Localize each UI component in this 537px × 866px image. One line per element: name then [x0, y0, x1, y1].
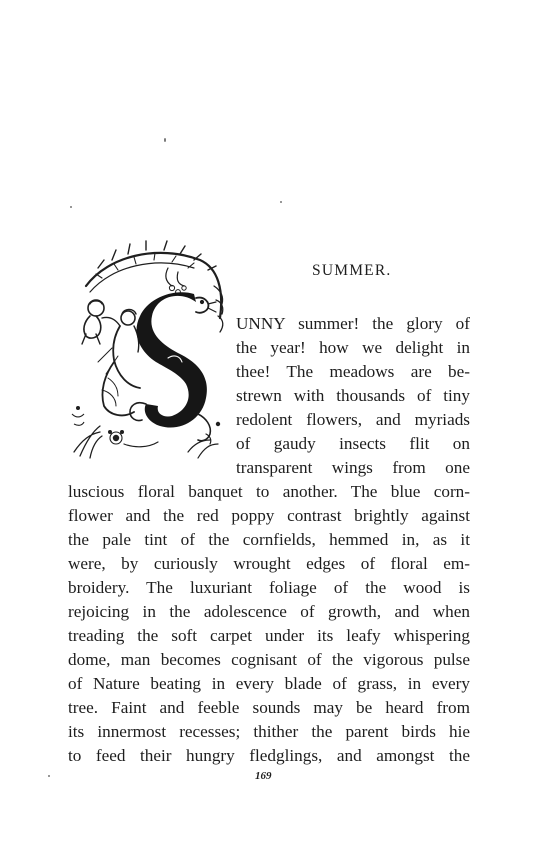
scan-speck — [280, 201, 282, 203]
scan-speck — [164, 138, 166, 142]
text-line: the pale tint of the cornfields, hemmed in, as it — [68, 530, 470, 549]
text-line: tree. Faint and feeble sounds may be heard from — [68, 698, 470, 717]
scan-speck — [70, 206, 72, 208]
text-line: luscious floral banquet to another. The blue corn- — [68, 482, 470, 501]
text-line: of Nature beating in every blade of grass, in every — [68, 674, 470, 693]
chapter-heading: SUMMER. — [312, 262, 392, 279]
text-line: treading the soft carpet under its leafy whispering — [68, 626, 470, 645]
text-line: redolent flowers, and myriads — [236, 410, 470, 429]
text-line: to feed their hungry fledglings, and amongst the — [68, 746, 470, 765]
text-line: its innermost recesses; thither the parent birds hie — [68, 722, 470, 741]
text-line: the year! how we delight in — [236, 338, 470, 357]
text-line: strewn with thousands of tiny — [236, 386, 470, 405]
text-line: thee! The meadows are be- — [236, 362, 470, 381]
drop-cap-illustration — [68, 238, 228, 462]
text-line: were, by curiously wrought edges of floral em- — [68, 554, 470, 573]
text-line: dome, man becomes cognisant of the vigorous pulse — [68, 650, 470, 669]
page-number: 169 — [255, 770, 272, 782]
text-line: transparent wings from one — [236, 458, 470, 477]
text-line: flower and the red poppy contrast brightly against — [68, 506, 470, 525]
scan-speck — [48, 775, 50, 777]
text-line: rejoicing in the adolescence of growth, and when — [68, 602, 470, 621]
text-line: UNNY summer! the glory of — [236, 314, 470, 333]
text-line: broidery. The luxuriant foliage of the wood is — [68, 578, 470, 597]
text-line: of gaudy insects flit on — [236, 434, 470, 453]
